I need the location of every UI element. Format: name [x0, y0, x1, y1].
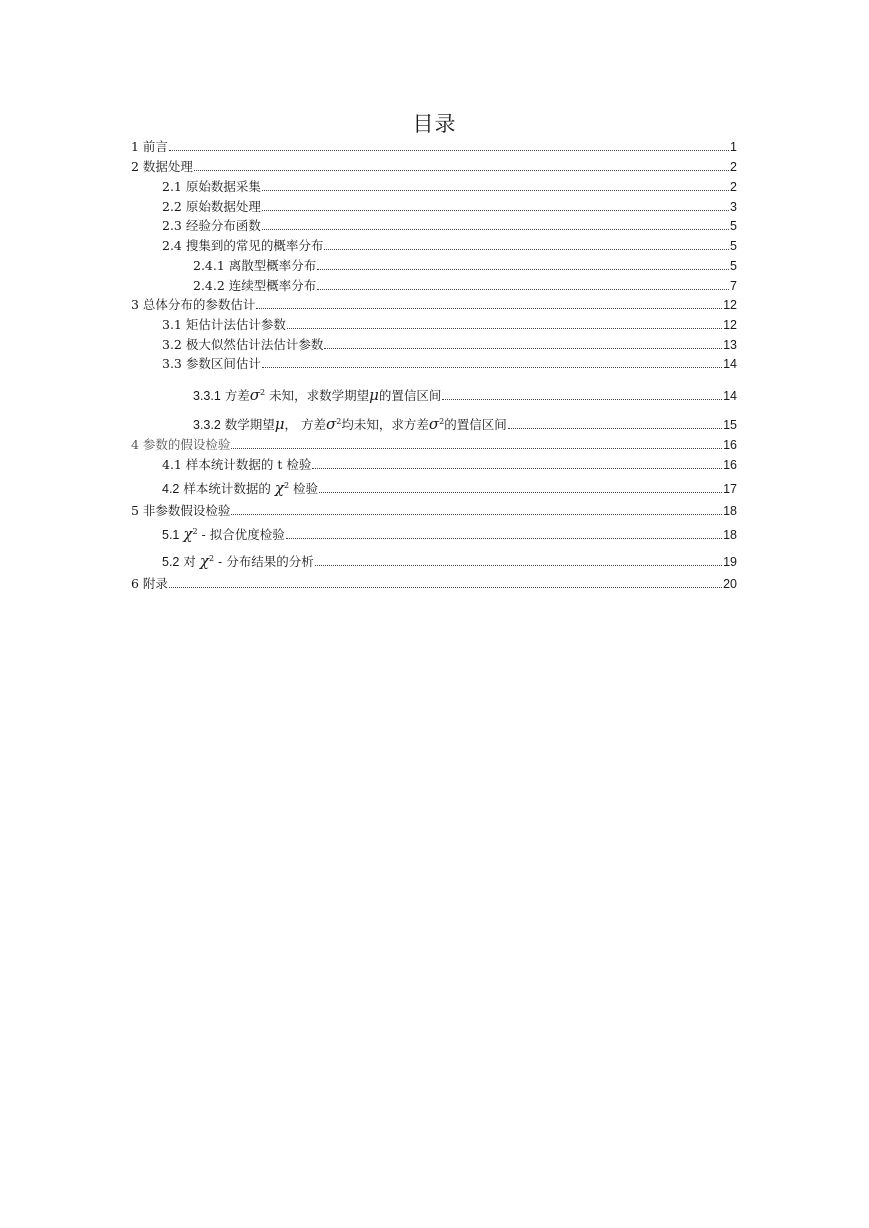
toc-entry[interactable] — [193, 259, 737, 273]
toc-entry-page: 19 — [723, 555, 737, 569]
toc-entry-page: 14 — [723, 357, 737, 371]
toc-entry-page: 18 — [723, 504, 737, 518]
superscript-two: 2 — [283, 480, 290, 490]
sigma-symbol: σ — [326, 415, 337, 433]
toc-entry[interactable] — [131, 160, 737, 174]
toc-entry-page: 18 — [723, 528, 737, 542]
leader-dots — [317, 288, 729, 290]
toc-entry[interactable] — [131, 298, 737, 312]
toc-entry-label: 3 总体分布的参数估计 — [131, 297, 256, 312]
toc-entry[interactable] — [162, 219, 737, 233]
section-number: 5.2 — [162, 555, 180, 569]
toc-entry[interactable] — [193, 279, 737, 293]
label-part: 方差 — [220, 388, 250, 403]
toc-entry[interactable] — [131, 140, 737, 154]
toc-entry-page: 14 — [723, 389, 737, 403]
superscript-two: 2 — [208, 553, 215, 563]
toc-entry-page: 13 — [723, 338, 737, 352]
toc-entry-label: 6 附录 — [131, 576, 168, 591]
toc-entry[interactable] — [193, 417, 737, 432]
toc-entry-label: 2.4.1 离散型概率分布 — [193, 258, 317, 273]
toc-entry-label: 4 参数的假设检验 — [131, 437, 231, 452]
toc-entry-page: 1 — [730, 140, 737, 154]
toc-entry-label: 4.1 样本统计数据的 t 检验 — [162, 457, 312, 472]
toc-entry[interactable] — [162, 554, 737, 569]
leader-dots — [231, 447, 722, 449]
label-part: 未知，求数学期望 — [269, 388, 370, 403]
toc-entry-label — [193, 417, 507, 432]
superscript-two: 2 — [336, 416, 342, 426]
toc-entry[interactable] — [162, 180, 737, 194]
toc-entry-label — [162, 481, 318, 496]
toc-entry[interactable] — [162, 481, 737, 496]
toc-entry-label: 3.1 矩估计法估计参数 — [162, 317, 286, 332]
toc-entry-page: 16 — [723, 438, 737, 452]
toc-entry-label: 3.3 参数区间估计 — [162, 356, 261, 371]
section-number: 4.2 — [162, 482, 180, 496]
section-number: 3.3.1 — [193, 389, 221, 403]
toc-entry-page: 5 — [730, 219, 737, 233]
toc-entry-label — [162, 554, 314, 569]
chi-symbol: χ — [274, 479, 284, 497]
toc-entry-label: 2.2 原始数据处理 — [162, 199, 261, 214]
leader-dots — [169, 586, 722, 588]
superscript-two: 2 — [192, 526, 198, 536]
label-part: 的置信区间 — [444, 417, 507, 432]
toc-entry-label: 2.4 搜集到的常见的概率分布 — [162, 238, 324, 253]
superscript-two: 2 — [260, 387, 266, 397]
toc-entry-page: 3 — [730, 200, 737, 214]
toc-entry-label: 3.2 极大似然估计法估计参数 — [162, 337, 324, 352]
toc-entry-label: 2.3 经验分布函数 — [162, 218, 261, 233]
section-number: 3.3.2 — [193, 418, 221, 432]
toc-entry-label: 5 非参数假设检验 — [131, 503, 231, 518]
toc-entry-page: 5 — [730, 239, 737, 253]
leader-dots — [442, 398, 722, 400]
leader-dots — [319, 491, 722, 493]
toc-entry-page: 2 — [730, 180, 737, 194]
sigma-symbol: σ — [428, 415, 440, 433]
leader-dots — [324, 248, 729, 250]
superscript-two: 2 — [439, 416, 445, 426]
toc-entry[interactable] — [131, 577, 737, 591]
leader-dots — [262, 209, 729, 211]
leader-dots — [262, 366, 722, 368]
toc-entry[interactable] — [193, 388, 737, 403]
toc-entry-label: 2 数据处理 — [131, 159, 193, 174]
toc-entry[interactable] — [131, 504, 737, 518]
toc-entry[interactable] — [162, 338, 737, 352]
toc-entry-page: 7 — [730, 279, 737, 293]
leader-dots — [312, 467, 722, 469]
toc-entry[interactable] — [162, 318, 737, 332]
leader-dots — [324, 347, 722, 349]
sigma-symbol: σ — [249, 386, 261, 404]
toc-entry[interactable] — [162, 357, 737, 371]
chi-symbol: χ — [183, 525, 193, 543]
label-part: 均未知，求方差 — [341, 417, 429, 432]
toc-entry[interactable] — [162, 239, 737, 253]
toc-title: 目录 — [412, 112, 457, 136]
label-part: 数学期望 — [220, 417, 275, 432]
toc-entry-page: 12 — [723, 318, 737, 332]
leader-dots — [508, 427, 722, 429]
leader-dots — [317, 268, 729, 270]
toc-entry-page: 15 — [723, 418, 737, 432]
label-part: ， 方差 — [284, 417, 327, 432]
toc-entry-page: 20 — [723, 577, 737, 591]
label-part: - 拟合优度检验 — [201, 527, 285, 542]
label-part: 检验 — [293, 481, 319, 496]
toc-entry[interactable] — [162, 458, 737, 472]
toc-entry[interactable] — [162, 527, 737, 542]
toc-entry-label: 1 前言 — [131, 139, 168, 154]
mu-symbol: μ — [369, 386, 379, 404]
toc-entry[interactable] — [162, 200, 737, 214]
toc-entry-page: 16 — [723, 458, 737, 472]
toc-entry-page: 12 — [723, 298, 737, 312]
leader-dots — [262, 189, 729, 191]
label-part: 样本统计数据的 — [179, 481, 271, 496]
leader-dots — [286, 537, 722, 539]
section-number: 5.1 — [162, 528, 180, 542]
leader-dots — [315, 564, 722, 566]
label-part: 对 — [179, 554, 196, 569]
mu-symbol: μ — [274, 415, 285, 433]
leader-dots — [256, 307, 722, 309]
toc-entry-label: 2.4.2 连续型概率分布 — [193, 278, 317, 293]
toc-entry-label — [193, 388, 441, 403]
toc-entry[interactable] — [131, 438, 737, 452]
toc-entry-page: 2 — [730, 160, 737, 174]
toc-entry-page: 17 — [723, 482, 737, 496]
leader-dots — [287, 327, 722, 329]
toc-entry-label — [162, 527, 285, 542]
leader-dots — [169, 149, 729, 151]
label-part: 的置信区间 — [378, 388, 442, 403]
leader-dots — [231, 513, 722, 515]
chi-symbol: χ — [199, 552, 209, 570]
label-part: - 分布结果的分析 — [218, 554, 314, 569]
leader-dots — [262, 228, 729, 230]
leader-dots — [194, 169, 729, 171]
toc-entry-label: 2.1 原始数据采集 — [162, 179, 261, 194]
toc-entry-page: 5 — [730, 259, 737, 273]
